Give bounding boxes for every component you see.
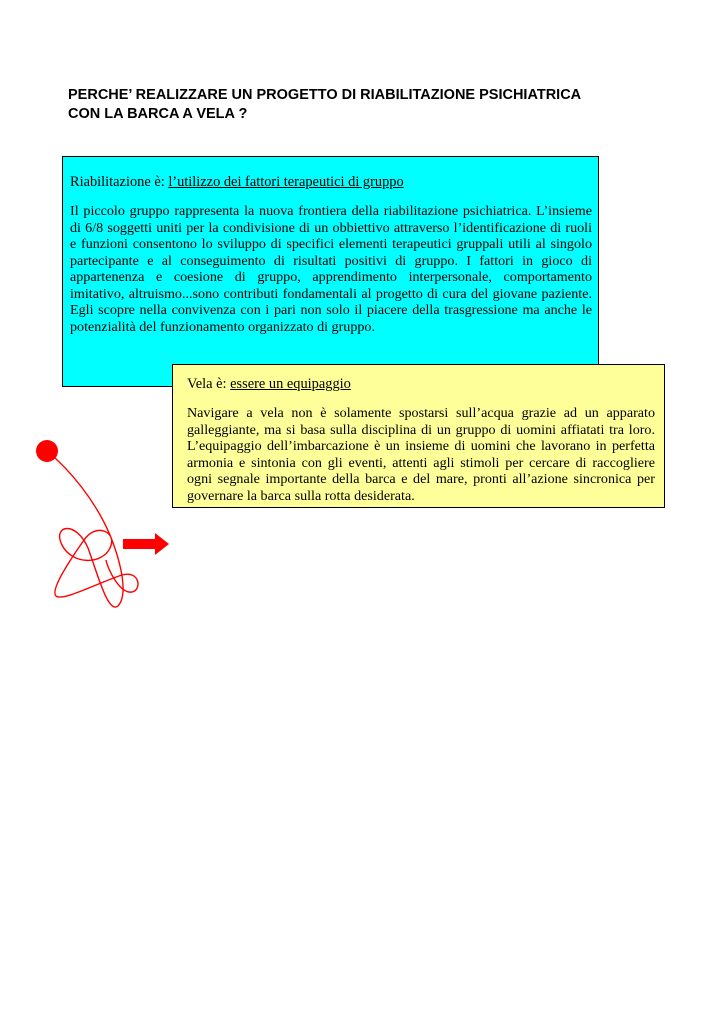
- arrow-right-icon: [123, 533, 169, 555]
- riabilitazione-label: Riabilitazione è:: [70, 174, 169, 190]
- squiggle-line-icon: [47, 451, 138, 607]
- red-dot-icon: [36, 440, 58, 462]
- vela-definition: essere un equipaggio: [230, 376, 351, 392]
- vela-label: Vela è:: [187, 376, 231, 392]
- riabilitazione-definition: l’utilizzo dei fattori terapeutici di gruppo: [168, 174, 404, 190]
- riabilitazione-paragraph: Il piccolo gruppo rappresenta la nuova frontiera della riabilitazione psichiatrica. L’insieme di 6/8 soggetti uniti per la condivisione di un obbiettivo attraverso l’identificazione di ruoli e funzioni consentono lo sviluppo di specifici elementi terapeutici gruppali utili al singolo partecipante e al conseguimento di risultati positivi di gruppo. I fattori in gioco di appartenenza e coesione di gruppo, apprendimento interpersonale, comportamento imitativo, altruismo...sono contributi fondamentali al progetto di cura del giovane paziente. Egli scopre nella convivenza con i pari non solo il piacere della trasgressione ma anche le potenzialità del funzionamento organizzato di gruppo.: [70, 203, 592, 335]
- vela-paragraph: Navigare a vela non è solamente spostarsi sull’acqua grazie ad un apparato galleggiante, ma si basa sulla disciplina di un gruppo di uomini affiatati tra loro. L’equipaggio dell’imbarcazione è un insieme di uomini che lavorano in perfetta armonia e sintonia con gli eventi, attenti agli stimoli per cercare di raccogliere ogni segnale importante della barca e del mare, pronti all’azione sincronica per governare la barca sulla rotta desiderata.: [187, 405, 655, 504]
- title-line-2: CON LA BARCA A VELA ?: [68, 106, 248, 122]
- title-line-1: PERCHE’ REALIZZARE UN PROGETTO DI RIABILITAZIONE PSICHIATRICA: [68, 87, 582, 103]
